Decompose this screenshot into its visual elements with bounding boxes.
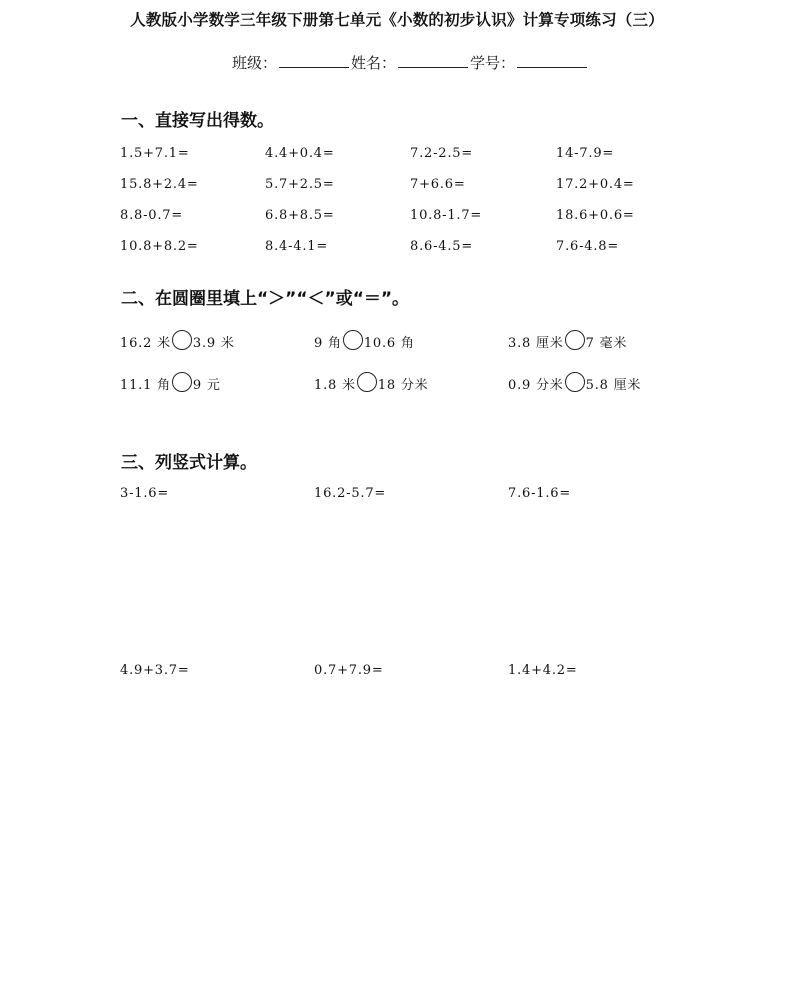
calc-item: 7.6-4.8= <box>556 239 620 254</box>
student-info-line <box>232 52 589 73</box>
compare-circle[interactable] <box>565 330 585 350</box>
vertical-calc-item: 7.6-1.6= <box>508 486 572 501</box>
vertical-calc-item: 3-1.6= <box>120 486 170 501</box>
calc-item: 14-7.9= <box>556 146 615 161</box>
calc-item: 8.8-0.7= <box>120 208 184 223</box>
compare-item <box>314 330 415 351</box>
calc-item: 7.2-2.5= <box>410 146 474 161</box>
compare-circle[interactable] <box>343 330 363 350</box>
compare-right: 5.8 厘米 <box>585 378 642 393</box>
calc-item: 5.7+2.5= <box>265 177 335 192</box>
compare-right: 7 毫米 <box>585 336 628 351</box>
calc-item: 8.4-4.1= <box>265 239 329 254</box>
vertical-calc-item: 1.4+4.2= <box>508 663 578 678</box>
compare-item <box>508 330 627 351</box>
compare-item <box>120 372 221 393</box>
name-blank[interactable] <box>398 53 468 68</box>
compare-item <box>314 372 429 393</box>
id-blank[interactable] <box>517 53 587 68</box>
compare-left: 9 角 <box>314 336 342 351</box>
compare-item <box>508 372 641 393</box>
compare-circle[interactable] <box>357 372 377 392</box>
name-label: 姓名： <box>351 54 397 72</box>
compare-right: 3.9 米 <box>192 336 235 351</box>
section2-heading: 二、在圆圈里填上“＞”“＜”或“＝”。 <box>121 289 410 309</box>
compare-left: 1.8 米 <box>314 378 356 393</box>
worksheet-title: 人教版小学数学三年级下册第七单元《小数的初步认识》计算专项练习（三） <box>130 11 664 29</box>
compare-left: 0.9 分米 <box>508 378 564 393</box>
calc-item: 17.2+0.4= <box>556 177 635 192</box>
calc-item: 7+6.6= <box>410 177 466 192</box>
compare-right: 18 分米 <box>377 378 429 393</box>
compare-circle[interactable] <box>565 372 585 392</box>
calc-item: 15.8+2.4= <box>120 177 199 192</box>
class-label: 班级： <box>232 54 278 72</box>
section3-heading: 三、列竖式计算。 <box>121 453 257 473</box>
calc-item: 6.8+8.5= <box>265 208 335 223</box>
calc-item: 8.6-4.5= <box>410 239 474 254</box>
compare-right: 9 元 <box>192 378 221 393</box>
compare-left: 16.2 米 <box>120 336 171 351</box>
calc-item: 10.8+8.2= <box>120 239 199 254</box>
compare-circle[interactable] <box>172 372 192 392</box>
vertical-calc-item: 4.9+3.7= <box>120 663 190 678</box>
compare-left: 11.1 角 <box>120 378 171 393</box>
calc-item: 18.6+0.6= <box>556 208 635 223</box>
compare-circle[interactable] <box>172 330 192 350</box>
compare-right: 10.6 角 <box>363 336 415 351</box>
calc-item: 4.4+0.4= <box>265 146 335 161</box>
calc-item: 10.8-1.7= <box>410 208 483 223</box>
id-label: 学号： <box>470 54 516 72</box>
vertical-calc-item: 0.7+7.9= <box>314 663 384 678</box>
class-blank[interactable] <box>279 53 349 68</box>
vertical-calc-item: 16.2-5.7= <box>314 486 387 501</box>
calc-item: 1.5+7.1= <box>120 146 190 161</box>
section1-heading: 一、直接写出得数。 <box>121 111 274 131</box>
compare-left: 3.8 厘米 <box>508 336 564 351</box>
compare-item <box>120 330 235 351</box>
